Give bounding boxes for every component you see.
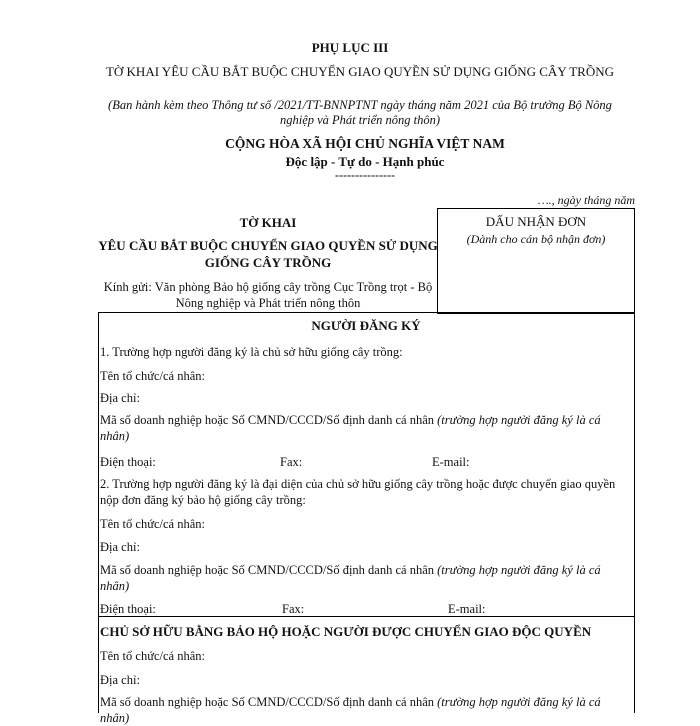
id-note: (trường hợp người đăng ký là cá nhân) bbox=[100, 695, 601, 725]
owner-id-field[interactable] bbox=[100, 694, 630, 726]
applicant-fax-field-1[interactable]: Fax: bbox=[280, 455, 303, 469]
form-addressee: Kính gửi: Văn phòng Bảo hộ giống cây trồng Cục Trồng trọt - Bộ Nông nghiệp và Phát triển nông thôn bbox=[103, 280, 433, 310]
id-label: Mã số doanh nghiệp hoặc Số CMND/CCCD/Số định danh cá nhân bbox=[100, 563, 435, 577]
applicant-fax-field-2[interactable]: Fax: bbox=[282, 602, 305, 616]
owner-address-field[interactable]: Địa chỉ: bbox=[100, 673, 140, 687]
applicant-case-2: 2. Trường hợp người đăng ký là đại diện của chủ sở hữu giống cây trồng hoặc được chuyển giao quyền nộp đơn đăng ký bảo hộ giống cây trồng: bbox=[100, 477, 616, 507]
applicant-name-field-2[interactable]: Tên tổ chức/cá nhân: bbox=[100, 517, 205, 531]
owner-section-heading: CHỦ SỞ HỮU BẰNG BẢO HỘ HOẶC NGƯỜI ĐƯỢC CHUYỂN GIAO ĐỘC QUYỀN bbox=[100, 624, 592, 639]
applicant-address-field-1[interactable]: Địa chỉ: bbox=[100, 391, 140, 405]
applicant-phone-field-2[interactable]: Điện thoại: bbox=[100, 602, 156, 616]
national-motto: Độc lập - Tự do - Hạnh phúc bbox=[285, 154, 445, 169]
receipt-box-note: (Dành cho cán bộ nhận đơn) bbox=[466, 232, 606, 246]
applicant-email-field-1[interactable]: E-mail: bbox=[432, 455, 470, 469]
applicant-phone-field-1[interactable]: Điện thoại: bbox=[100, 455, 156, 469]
appendix-title: PHỤ LỤC III bbox=[311, 40, 389, 55]
applicant-email-field-2[interactable]: E-mail: bbox=[448, 602, 486, 616]
issuance-note: (Ban hành kèm theo Thông tư số /2021/TT-BNNPTNT ngày tháng năm 2021 của Bộ trưởng Bộ Nông nghiệp và Phát triển nông thôn) bbox=[108, 98, 612, 127]
id-label: Mã số doanh nghiệp hoặc Số CMND/CCCD/Số định danh cá nhân bbox=[100, 695, 435, 709]
form-label: TỜ KHAI bbox=[239, 215, 297, 230]
id-note: (trường hợp người đăng ký là cá nhân) bbox=[100, 413, 601, 443]
motto-divider: --------------- bbox=[335, 168, 395, 182]
id-note: (trường hợp người đăng ký là cá nhân) bbox=[100, 563, 601, 593]
applicant-address-field-2[interactable]: Địa chỉ: bbox=[100, 540, 140, 554]
id-label: Mã số doanh nghiệp hoặc Số CMND/CCCD/Số định danh cá nhân bbox=[100, 413, 435, 427]
applicant-id-field-1[interactable] bbox=[100, 412, 630, 444]
applicant-id-field-2[interactable] bbox=[100, 562, 630, 594]
document-title: TỜ KHAI YÊU CẦU BẮT BUỘC CHUYỂN GIAO QUYỀN SỬ DỤNG GIỐNG CÂY TRỒNG bbox=[105, 64, 615, 79]
date-line: …., ngày tháng năm bbox=[538, 193, 635, 207]
country-name: CỘNG HÒA XÃ HỘI CHỦ NGHĨA VIỆT NAM bbox=[225, 136, 505, 151]
form-subject: YÊU CẦU BẮT BUỘC CHUYỂN GIAO QUYỀN SỬ DỤNG GIỐNG CÂY TRỒNG bbox=[98, 238, 438, 270]
applicant-case-1: 1. Trường hợp người đăng ký là chủ sở hữu giống cây trồng: bbox=[100, 345, 403, 359]
applicant-section-heading: NGƯỜI ĐĂNG KÝ bbox=[311, 318, 421, 333]
owner-name-field[interactable]: Tên tổ chức/cá nhân: bbox=[100, 649, 205, 663]
receipt-box-title: DẤU NHẬN ĐƠN bbox=[485, 214, 587, 229]
applicant-name-field-1[interactable]: Tên tổ chức/cá nhân: bbox=[100, 369, 205, 383]
